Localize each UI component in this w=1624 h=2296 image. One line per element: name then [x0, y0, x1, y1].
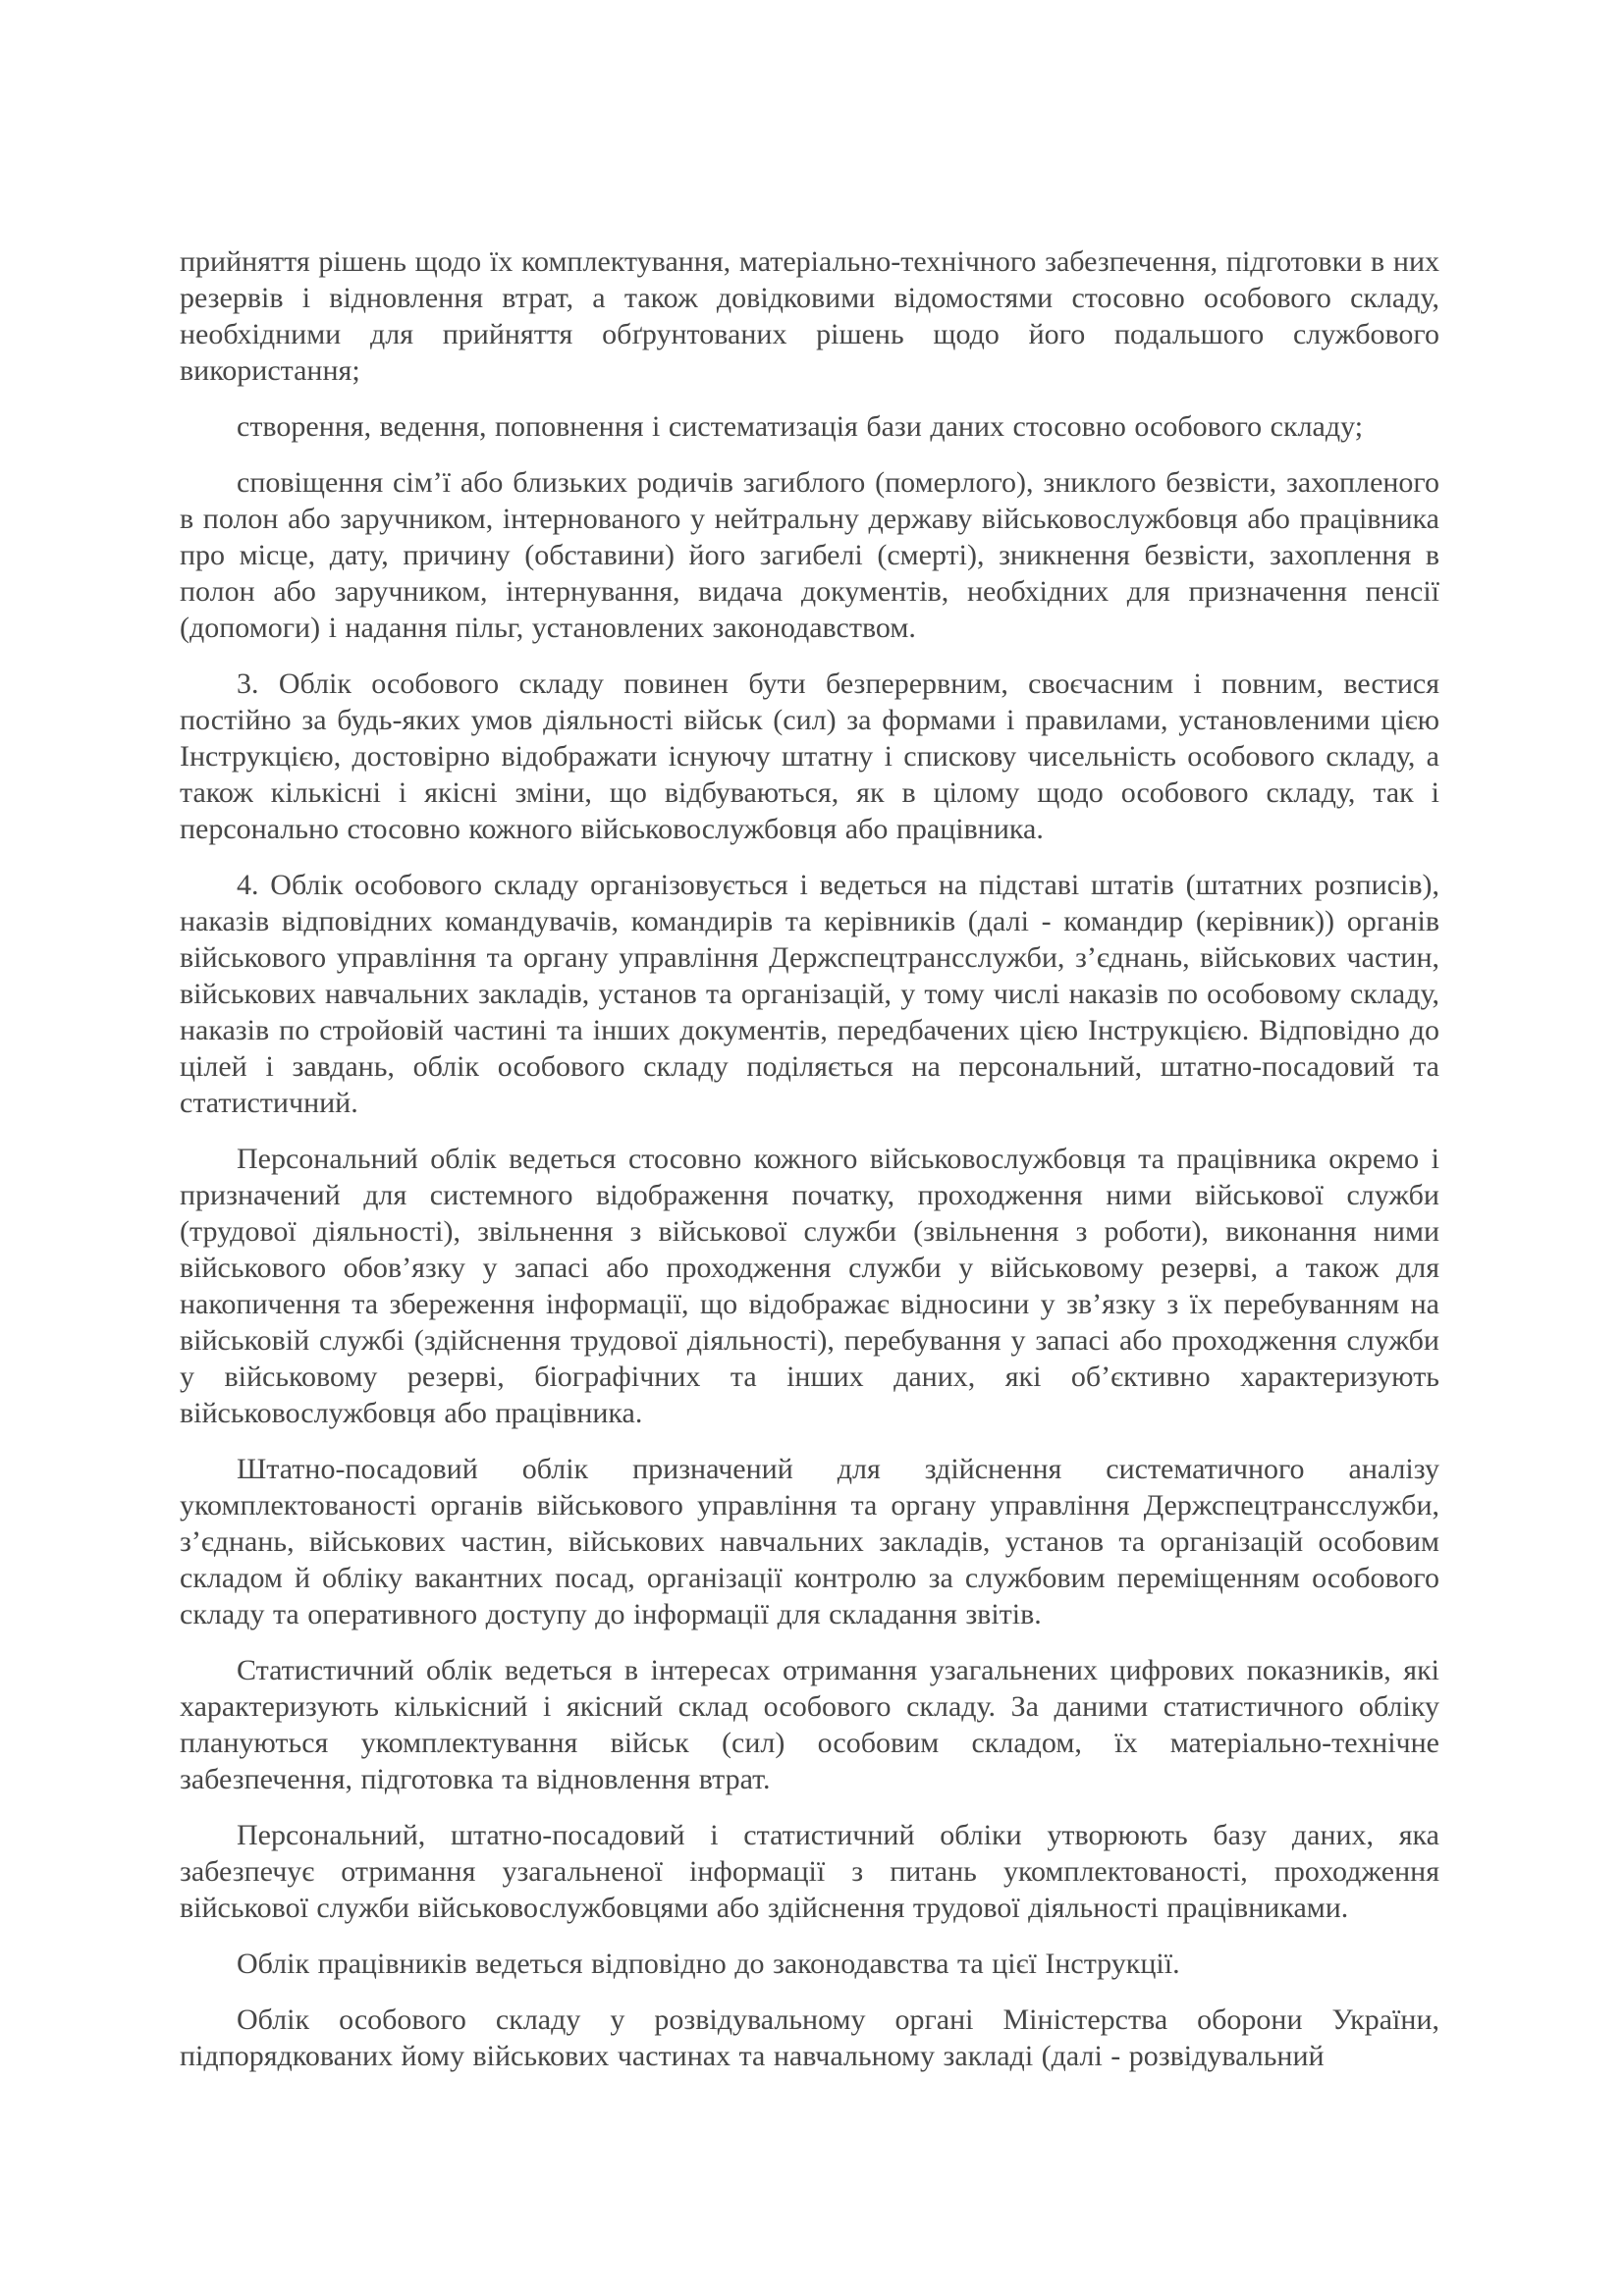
paragraph: 3. Облік особового складу повинен бути безперервним, своєчасним і повним, вестися постійно за будь-яких умов діяльності військ (сил) за формами і правилами, установленими цією Інструкцією, достовірно відображати існуючу штатну і спискову чисельність особового складу, а також кількісні і якісні зміни, що відбуваються, як в цілому щодо особового складу, так і персонально стосовно кожного військовослужбовця або працівника. — [180, 667, 1439, 845]
paragraph: 4. Облік особового складу організовується і ведеться на підставі штатів (штатних розписів), наказів відповідних командувачів, командирів та керівників (далі - командир (керівник)) органів військового управління та органу управління Держспецтрансслужби, з’єднань, військових частин, військових навчальних закладів, установ та організацій, у тому числі наказів по особовому складу, наказів по стройовій частині та інших документів, передбачених цією Інструкцією. Відповідно до цілей і завдань, облік особового складу поділяється на персональний, штатно-посадовий та статистичний. — [180, 869, 1439, 1119]
paragraph: прийняття рішень щодо їх комплектування, матеріально-технічного забезпечення, підготовки в них резервів і відновлення втрат, а також довідковими відомостями стосовно особового складу, необхідними для прийняття обґрунтованих рішень щодо його подальшого службового використання; — [180, 245, 1439, 387]
paragraph: Облік особового складу у розвідувальному органі Міністерства оборони України, підпорядкованих йому військових частинах та навчальному закладі (далі - розвідувальний — [180, 2003, 1439, 2072]
document-text-block — [180, 243, 1439, 2094]
paragraph: Персональний, штатно-посадовий і статистичний обліки утворюють базу даних, яка забезпечує отримання узагальненої інформації з питань укомплектованості, проходження військової служби військовослужбовцями або здійснення трудової діяльності працівниками. — [180, 1819, 1439, 1924]
paragraph: Облік працівників ведеться відповідно до законодавства та цієї Інструкції. — [237, 1948, 1180, 1980]
paragraph: Персональний облік ведеться стосовно кожного військовослужбовця та працівника окремо і призначений для системного відображення початку, проходження ними військової служби (трудової діяльності), звільнення з військової служби (звільнення з роботи), виконання ними військового обов’язку у запасі або проходження служби у військовому резерві, а також для накопичення та збереження інформації, що відображає відносини у зв’язку з їх перебуванням на військовій службі (здійснення трудової діяльності), перебування у запасі або проходження служби у військовому резерві, біографічних та інших даних, які об’єктивно характеризують військовослужбовця або працівника. — [180, 1143, 1439, 1429]
paragraph: Статистичний облік ведеться в інтересах отримання узагальнених цифрових показників, які характеризують кількісний і якісний склад особового складу. За даними статистичного обліку плануються укомплектування військ (сил) особовим складом, їх матеріально-технічне забезпечення, підготовка та відновлення втрат. — [180, 1654, 1439, 1795]
paragraph: сповіщення сім’ї або близьких родичів загиблого (померлого), зниклого безвісти, захопленого в полон або заручником, інтернованого у нейтральну державу військовослужбовця або працівника про місце, дату, причину (обставини) його загибелі (смерті), зникнення безвісти, захоплення в полон або заручником, інтернування, видача документів, необхідних для призначення пенсії (допомоги) і надання пільг, установлених законодавством. — [180, 466, 1439, 644]
paragraph: Штатно-посадовий облік призначений для здійснення систематичного аналізу укомплектованості органів військового управління та органу управління Держспецтрансслужби, з’єднань, військових частин, військових навчальних закладів, установ та організацій особовим складом й обліку вакантних посад, організації контролю за службовим переміщенням особового складу та оперативного доступу до інформації для складання звітів. — [180, 1453, 1439, 1630]
paragraph: створення, ведення, поповнення і систематизація бази даних стосовно особового складу; — [237, 410, 1364, 443]
